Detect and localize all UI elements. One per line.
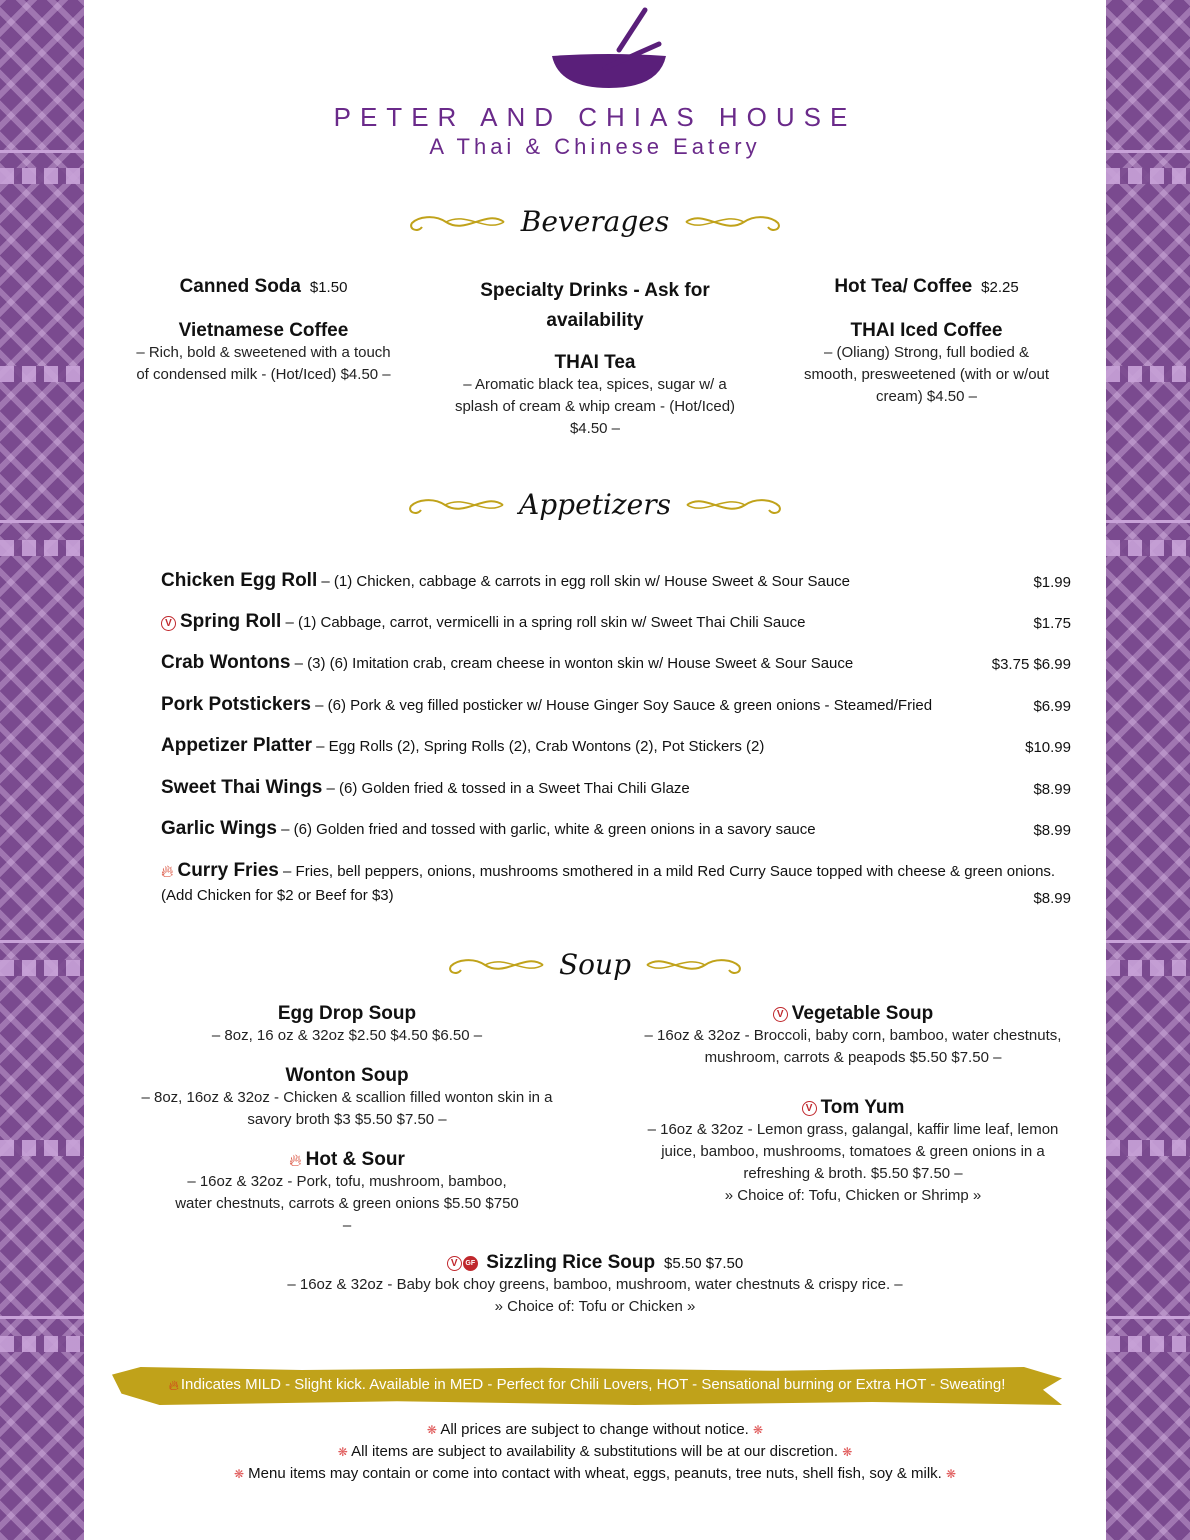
item-name: THAI Tea	[554, 352, 636, 373]
item-description: – (6) Golden fried & tossed in a Sweet Thai Chili Glaze	[322, 780, 690, 797]
item-description: – (Oliang) Strong, full bodied & smooth, presweetened (with or w/out cream) $4.50 –	[803, 344, 1050, 405]
flourish-left-icon	[445, 950, 545, 980]
item-price: $6.99	[1033, 698, 1071, 715]
beverages-left-column	[136, 276, 391, 386]
item-name: Curry Fries	[177, 860, 279, 881]
soup-left-column	[124, 1003, 570, 1237]
item-price: $5.50 $7.50	[664, 1255, 744, 1272]
item-description: – 16oz & 32oz - Lemon grass, galangal, kaffir lime leaf, lemon juice, bamboo, mushrooms, tomatoes & green onions in a refreshing & broth. $5.50 $7.50 –	[647, 1121, 1059, 1182]
item-name: Vietnamese Coffee	[178, 320, 349, 341]
item-name: Egg Drop Soup	[277, 1003, 417, 1024]
soup-header	[84, 948, 1106, 998]
spicy-flame-icon: 🔥︎	[168, 1376, 179, 1393]
item-name: Canned Soda	[179, 276, 301, 297]
beverages-header	[84, 205, 1106, 255]
spicy-flame-icon: 🔥︎	[161, 862, 174, 882]
item-price: $1.50	[309, 279, 348, 296]
section-title-appetizers: Appetizers	[519, 488, 671, 521]
item-description: – (1) Cabbage, carrot, vermicelli in a spring roll skin w/ Sweet Thai Chili Sauce	[281, 614, 806, 631]
appetizers-header	[84, 488, 1106, 538]
item-name: Vegetable Soup	[791, 1003, 934, 1024]
item-name: Tom Yum	[820, 1097, 905, 1118]
footer-text: Menu items may contain or come into contact with wheat, eggs, peanuts, tree nuts, shell fish, soy & milk.	[248, 1465, 942, 1482]
appetizer-row	[161, 570, 1071, 592]
item-choice: » Choice of: Tofu, Chicken or Shrimp »	[724, 1187, 982, 1204]
item-description: – Fries, bell peppers, onions, mushrooms smothered in a mild Red Curry Sauce topped with cheese & green onions. (Add Chicken for $2 or Beef for $3)	[161, 863, 1056, 905]
vegetarian-icon: V	[447, 1256, 462, 1271]
appetizer-row	[161, 818, 1071, 840]
item-description: – 16oz & 32oz - Pork, tofu, mushroom, bamboo, water chestnuts, carrots & green onions $5.50 $750 –	[175, 1173, 519, 1234]
vegetarian-icon: V	[802, 1101, 817, 1116]
bowl-chopsticks-logo	[549, 6, 669, 92]
item-description: – 16oz & 32oz - Broccoli, baby corn, bamboo, water chestnuts, mushroom, carrots & peapods $5.50 $7.50 –	[644, 1027, 1062, 1066]
restaurant-name: PETER AND CHIAS HOUSE	[333, 102, 857, 132]
vegetarian-icon: V	[773, 1007, 788, 1022]
item-name: Hot Tea/ Coffee	[834, 276, 973, 297]
right-pattern-border	[1106, 0, 1190, 1540]
item-description: – 8oz, 16oz & 32oz - Chicken & scallion filled wonton skin in a savory broth $3 $5.50 $7.50 –	[141, 1089, 553, 1128]
beverages-middle-column	[449, 276, 741, 440]
appetizer-row	[161, 652, 1071, 674]
footer-note	[84, 1421, 1106, 1438]
item-description: – (6) Pork & veg filled posticker w/ House Ginger Soy Sauce & green onions - Steamed/Fried	[310, 697, 933, 714]
soup-right-column	[620, 1003, 1086, 1207]
spice-level-text: Indicates MILD - Slight kick. Available in MED - Perfect for Chili Lovers, HOT - Sensational burning or Extra HOT - Sweating!	[180, 1376, 1006, 1393]
item-price: $1.99	[1033, 574, 1071, 591]
sparkle-icon: ❋	[337, 1445, 348, 1459]
flourish-left-icon	[406, 207, 506, 237]
item-description: – (6) Golden fried and tossed with garlic, white & green onions in a savory sauce	[276, 821, 816, 838]
item-name: Sweet Thai Wings	[161, 777, 323, 798]
item-price: $10.99	[1025, 739, 1071, 756]
item-name: Wonton Soup	[285, 1065, 409, 1086]
item-name: Pork Potstickers	[161, 694, 311, 715]
item-description: – Rich, bold & sweetened with a touch of condensed milk - (Hot/Iced) $4.50 –	[136, 344, 391, 383]
appetizer-row	[161, 694, 1071, 716]
item-price: $3.75 $6.99	[991, 656, 1071, 673]
sparkle-icon: ❋	[426, 1423, 437, 1437]
appetizer-row	[161, 611, 1071, 633]
item-name: THAI Iced Coffee	[850, 320, 1003, 341]
section-title-beverages: Beverages	[520, 205, 670, 238]
sparkle-icon: ❋	[233, 1467, 244, 1481]
spice-level-note	[112, 1376, 1062, 1394]
item-name: Appetizer Platter	[161, 735, 312, 756]
item-name: Specialty Drinks - Ask for availability	[480, 280, 710, 331]
item-choice: » Choice of: Tofu or Chicken »	[494, 1298, 696, 1315]
flourish-left-icon	[405, 490, 505, 520]
footer-text: All items are subject to availability & substitutions will be at our discretion.	[351, 1443, 839, 1460]
flourish-right-icon	[684, 207, 784, 237]
item-name: Sizzling Rice Soup	[486, 1252, 656, 1273]
item-price: $8.99	[1033, 890, 1071, 907]
item-price: $8.99	[1033, 822, 1071, 839]
gluten-free-icon: GF	[463, 1256, 478, 1271]
flourish-right-icon	[645, 950, 745, 980]
sparkle-icon: ❋	[753, 1423, 764, 1437]
menu-page	[84, 0, 1106, 1540]
appetizer-row	[161, 735, 1071, 757]
left-pattern-border	[0, 0, 84, 1540]
item-name: Chicken Egg Roll	[161, 570, 318, 591]
beverages-right-column	[799, 276, 1054, 408]
footer-note	[84, 1465, 1106, 1482]
item-description: – Egg Rolls (2), Spring Rolls (2), Crab Wontons (2), Pot Stickers (2)	[311, 738, 765, 755]
item-name: Garlic Wings	[161, 818, 277, 839]
item-name: Hot & Sour	[305, 1149, 405, 1170]
item-name: Crab Wontons	[161, 652, 291, 673]
item-description: – (3) (6) Imitation crab, cream cheese in wonton skin w/ House Sweet & Sour Sauce	[290, 655, 854, 672]
footer-text: All prices are subject to change without notice.	[440, 1421, 749, 1438]
sizzling-rice-soup	[184, 1252, 1006, 1318]
item-description: – 16oz & 32oz - Baby bok choy greens, bamboo, mushroom, water chestnuts & crispy rice. –	[287, 1276, 903, 1293]
appetizer-row	[161, 777, 1071, 799]
section-title-soup: Soup	[559, 948, 631, 981]
flourish-right-icon	[685, 490, 785, 520]
item-description: – Aromatic black tea, spices, sugar w/ a splash of cream & whip cream - (Hot/Iced) $4.50 –	[454, 376, 736, 437]
appetizer-row	[161, 859, 1071, 908]
item-description: – (1) Chicken, cabbage & carrots in egg roll skin w/ House Sweet & Sour Sauce	[317, 573, 851, 590]
item-price: $8.99	[1033, 781, 1071, 798]
restaurant-tagline: A Thai & Chinese Eatery	[429, 134, 761, 159]
item-name: Spring Roll	[180, 611, 282, 632]
item-description: – 8oz, 16 oz & 32oz $2.50 $4.50 $6.50 –	[211, 1027, 483, 1044]
item-price: $1.75	[1033, 615, 1071, 632]
sparkle-icon: ❋	[946, 1467, 957, 1481]
vegetarian-icon: V	[161, 616, 176, 631]
item-price: $2.25	[981, 279, 1019, 296]
footer-note	[84, 1443, 1106, 1460]
spicy-flame-icon: 🔥︎	[289, 1150, 302, 1170]
sparkle-icon: ❋	[842, 1445, 853, 1459]
